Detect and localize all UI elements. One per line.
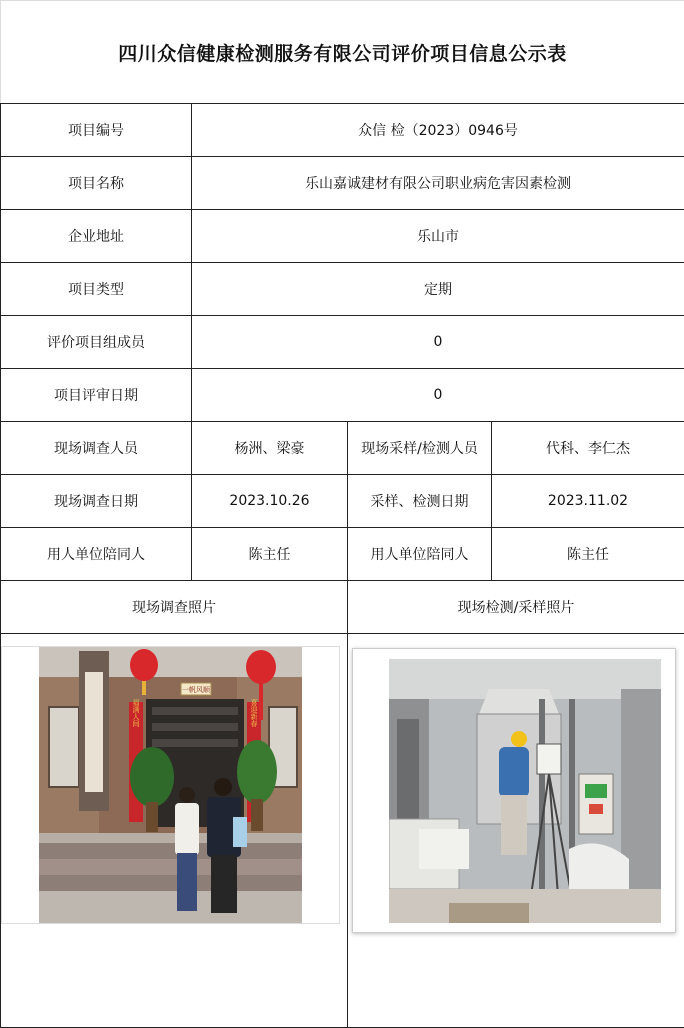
investigators-label: 现场调查人员 <box>1 422 192 475</box>
page-title: 四川众信健康检测服务有限公司评价项目信息公示表 <box>1 1 684 104</box>
project-type-value: 定期 <box>192 263 684 316</box>
members-label: 评价项目组成员 <box>1 316 192 369</box>
escort-right-label: 用人单位陪同人 <box>348 528 492 581</box>
project-name-value: 乐山嘉诚建材有限公司职业病危害因素检测 <box>192 157 684 210</box>
project-no-label: 项目编号 <box>1 104 192 157</box>
project-no-value: 众信 检（2023）0946号 <box>192 104 684 157</box>
review-date-label: 项目评审日期 <box>1 369 192 422</box>
survey-photo-label: 现场调查照片 <box>1 581 348 634</box>
door-sign-text: 一帆风顺 <box>182 686 210 694</box>
survey-photo-frame <box>1 646 340 924</box>
sampling-date-value: 2023.11.02 <box>492 475 684 528</box>
samplers-label: 现场采样/检测人员 <box>348 422 492 475</box>
survey-date-label: 现场调查日期 <box>1 475 192 528</box>
members-value: 0 <box>192 316 684 369</box>
project-type-label: 项目类型 <box>1 263 192 316</box>
sampling-photo-frame <box>352 648 676 933</box>
samplers-value: 代科、李仁杰 <box>492 422 684 475</box>
review-date-value: 0 <box>192 369 684 422</box>
escort-right-value: 陈主任 <box>492 528 684 581</box>
address-value: 乐山市 <box>192 210 684 263</box>
escort-left-value: 陈主任 <box>192 528 348 581</box>
survey-date-value: 2023.10.26 <box>192 475 348 528</box>
sampling-photo-cell <box>348 634 684 1028</box>
sampling-photo <box>389 659 661 923</box>
survey-photo <box>39 647 302 923</box>
project-name-label: 项目名称 <box>1 157 192 210</box>
investigators-value: 杨洲、梁豪 <box>192 422 348 475</box>
couplet-right-text: 喜迎新春 <box>250 699 258 727</box>
couplet-left-text: 福满人间 <box>132 699 140 727</box>
sampling-date-label: 采样、检测日期 <box>348 475 492 528</box>
survey-photo-cell <box>1 634 348 1028</box>
address-label: 企业地址 <box>1 210 192 263</box>
sampling-photo-label: 现场检测/采样照片 <box>348 581 684 634</box>
escort-left-label: 用人单位陪同人 <box>1 528 192 581</box>
